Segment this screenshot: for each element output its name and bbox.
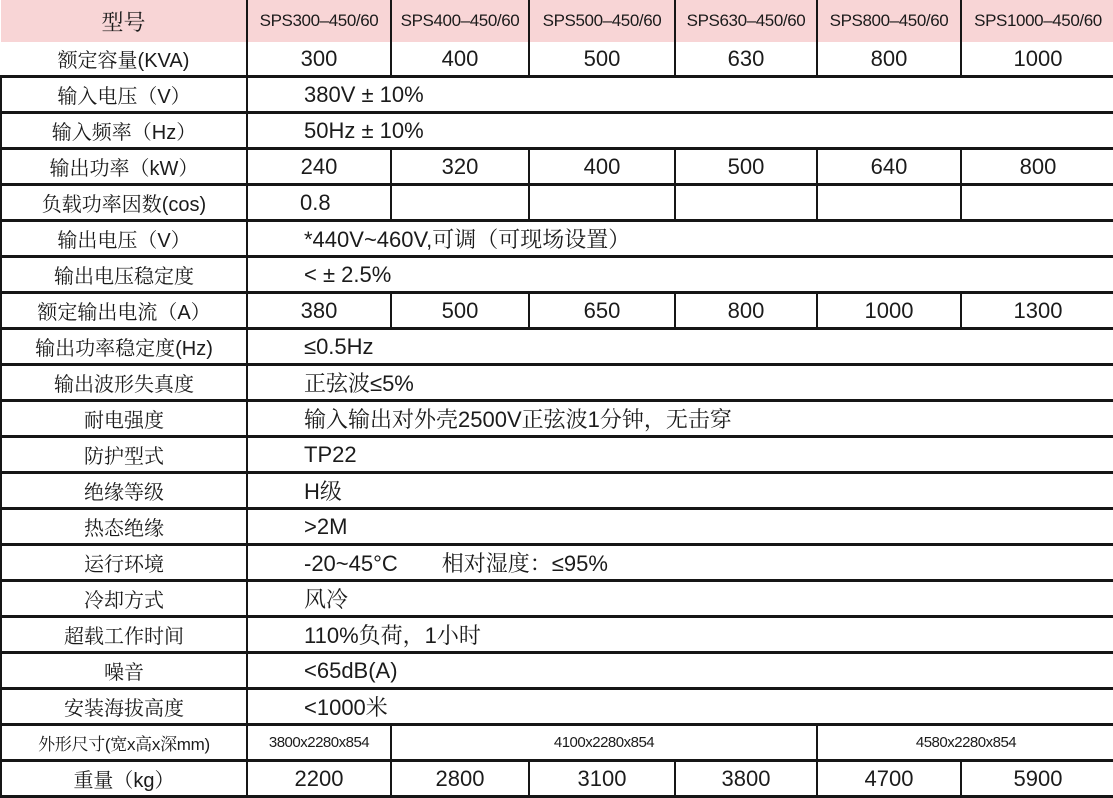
spec-value-cell: 2200 — [247, 761, 391, 797]
spec-value-cell: 800 — [961, 149, 1113, 185]
spec-span-value: <1000米 — [247, 689, 1113, 725]
spec-value-cell: 650 — [529, 293, 675, 329]
spec-value-cell — [675, 185, 817, 221]
table-row-output-freq-stability — [1, 329, 1113, 365]
table-row-dielectric-strength — [1, 401, 1113, 437]
spec-value-cell: 3800 — [675, 761, 817, 797]
spec-value-cell: 320 — [391, 149, 529, 185]
model-header: SPS400–450/60 — [391, 0, 529, 42]
model-header: SPS800–450/60 — [817, 0, 961, 42]
spec-value-cell: 0.8 — [247, 185, 391, 221]
model-header: SPS300–450/60 — [247, 0, 391, 42]
spec-span-value: <65dB(A) — [247, 653, 1113, 689]
row-label: 输入频率（Hz） — [1, 113, 247, 149]
spec-span-value: >2M — [247, 509, 1113, 545]
table-row-overload-time — [1, 617, 1113, 653]
table-row-weight — [1, 761, 1113, 797]
row-label: 外形尺寸(宽x高x深mm) — [1, 725, 247, 761]
spec-span-value: 风冷 — [247, 581, 1113, 617]
row-label: 绝缘等级 — [1, 473, 247, 509]
row-label: 超载工作时间 — [1, 617, 247, 653]
table-row-dimensions — [1, 725, 1113, 761]
spec-value-cell: 640 — [817, 149, 961, 185]
table-row-installation-altitude — [1, 689, 1113, 725]
row-label: 输入电压（V） — [1, 77, 247, 113]
table-row-output-voltage-stability — [1, 257, 1113, 293]
table-row-output-voltage — [1, 221, 1113, 257]
dimension-cell: 4580x2280x854 — [817, 725, 1113, 761]
spec-value-cell: 1000 — [817, 293, 961, 329]
row-label: 额定容量(KVA) — [1, 42, 247, 77]
spec-value-cell: 400 — [529, 149, 675, 185]
table-row-input-voltage — [1, 77, 1113, 113]
table-row-operating-environment — [1, 545, 1113, 581]
spec-value-cell: 400 — [391, 42, 529, 77]
spec-span-value: 正弦波≤5% — [247, 365, 1113, 401]
spec-value-cell: 3100 — [529, 761, 675, 797]
spec-value-cell: 1300 — [961, 293, 1113, 329]
table-row-output-power — [1, 149, 1113, 185]
spec-span-value: H级 — [247, 473, 1113, 509]
table-row-rated-output-current — [1, 293, 1113, 329]
dimension-cell: 3800x2280x854 — [247, 725, 391, 761]
row-label: 冷却方式 — [1, 581, 247, 617]
table-row-noise — [1, 653, 1113, 689]
spec-value-cell — [817, 185, 961, 221]
spec-value-cell: 5900 — [961, 761, 1113, 797]
spec-value-cell: 4700 — [817, 761, 961, 797]
table-row-waveform-distortion — [1, 365, 1113, 401]
row-label: 输出电压（V） — [1, 221, 247, 257]
row-label: 重量（kg） — [1, 761, 247, 797]
spec-value-cell: 500 — [529, 42, 675, 77]
row-label: 输出波形失真度 — [1, 365, 247, 401]
row-label: 额定输出电流（A） — [1, 293, 247, 329]
row-label: 热态绝缘 — [1, 509, 247, 545]
table-row-cooling-method — [1, 581, 1113, 617]
table-row-thermal-insulation — [1, 509, 1113, 545]
spec-span-value: ≤0.5Hz — [247, 329, 1113, 365]
row-label: 输出电压稳定度 — [1, 257, 247, 293]
row-label: 安装海拔高度 — [1, 689, 247, 725]
spec-span-value: 50Hz ± 10% — [247, 113, 1113, 149]
table-row-rated-capacity — [1, 42, 1113, 77]
spec-value-cell: 1000 — [961, 42, 1113, 77]
spec-span-value: TP22 — [247, 437, 1113, 473]
spec-value-cell: 240 — [247, 149, 391, 185]
table-row-protection-type — [1, 437, 1113, 473]
spec-value-cell — [961, 185, 1113, 221]
row-label: 运行环境 — [1, 545, 247, 581]
model-header: SPS630–450/60 — [675, 0, 817, 42]
row-label: 防护型式 — [1, 437, 247, 473]
row-label: 耐电强度 — [1, 401, 247, 437]
spec-span-value: -20~45°C 相对湿度：≤95% — [247, 545, 1113, 581]
spec-span-value: *440V~460V,可调（可现场设置） — [247, 221, 1113, 257]
spec-span-value: 输入输出对外壳2500V正弦波1分钟，无击穿 — [247, 401, 1113, 437]
spec-value-cell — [391, 185, 529, 221]
spec-value-cell: 800 — [817, 42, 961, 77]
spec-value-cell: 500 — [391, 293, 529, 329]
spec-value-cell: 380 — [247, 293, 391, 329]
spec-value-cell — [529, 185, 675, 221]
row-label: 负载功率因数(cos) — [1, 185, 247, 221]
model-header: SPS1000–450/60 — [961, 0, 1113, 42]
model-header: SPS500–450/60 — [529, 0, 675, 42]
table-row-power-factor — [1, 185, 1113, 221]
spec-value-cell: 630 — [675, 42, 817, 77]
table-row-input-frequency — [1, 113, 1113, 149]
spec-span-value: < ± 2.5% — [247, 257, 1113, 293]
header-row — [1, 0, 1113, 42]
table-row-insulation-class — [1, 473, 1113, 509]
model-column-label: 型号 — [1, 0, 247, 42]
row-label: 噪音 — [1, 653, 247, 689]
spec-span-value: 110%负荷，1小时 — [247, 617, 1113, 653]
row-label: 输出功率（kW） — [1, 149, 247, 185]
dimension-cell: 4100x2280x854 — [391, 725, 817, 761]
row-label: 输出功率稳定度(Hz) — [1, 329, 247, 365]
spec-span-value: 380V ± 10% — [247, 77, 1113, 113]
spec-value-cell: 2800 — [391, 761, 529, 797]
spec-value-cell: 500 — [675, 149, 817, 185]
spec-value-cell: 800 — [675, 293, 817, 329]
spec-value-cell: 300 — [247, 42, 391, 77]
